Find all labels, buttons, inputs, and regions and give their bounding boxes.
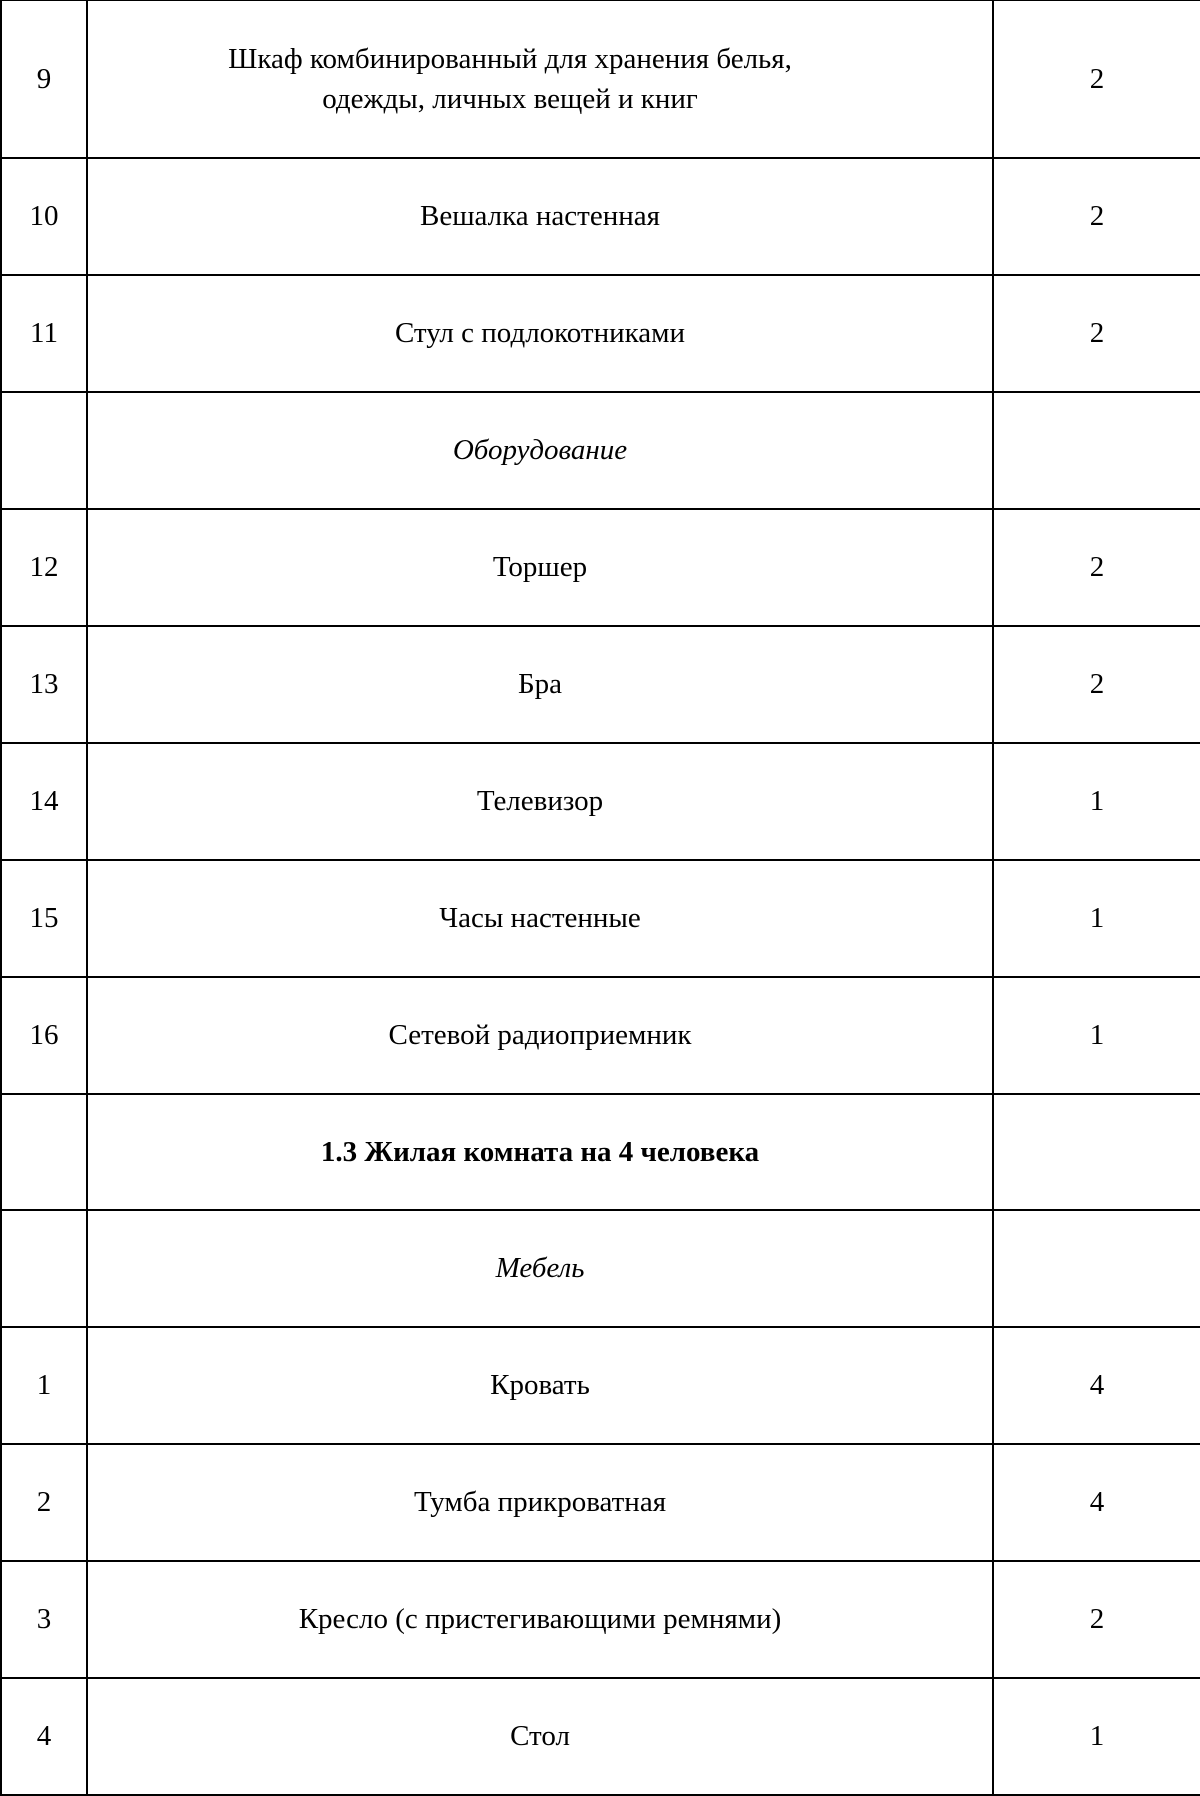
- item-quantity: 2: [993, 1, 1200, 158]
- table-row: [1, 626, 1200, 743]
- row-number: 10: [1, 158, 87, 275]
- table-row: [1, 977, 1200, 1094]
- table-row: [1, 1678, 1200, 1795]
- row-number: 15: [1, 860, 87, 977]
- row-number: 9: [1, 1, 87, 158]
- table-row: [1, 509, 1200, 626]
- subheading-equipment: Оборудование: [87, 392, 993, 509]
- section-subheading-row: [1, 392, 1200, 509]
- row-number: 13: [1, 626, 87, 743]
- row-number: 11: [1, 275, 87, 392]
- row-number: 16: [1, 977, 87, 1094]
- item-name: Шкаф комбинированный для хранения белья, одежды, личных вещей и книг: [87, 1, 993, 158]
- section-heading-row: [1, 1094, 1200, 1210]
- row-number: 4: [1, 1678, 87, 1795]
- row-number: [1, 1210, 87, 1327]
- item-name: Вешалка настенная: [87, 158, 993, 275]
- item-name: Телевизор: [87, 743, 993, 860]
- item-quantity: 1: [993, 860, 1200, 977]
- row-number: [1, 392, 87, 509]
- item-quantity: [993, 392, 1200, 509]
- table-row: [1, 275, 1200, 392]
- item-name: Сетевой радиоприемник: [87, 977, 993, 1094]
- table-body: [1, 1, 1200, 1795]
- item-quantity: 2: [993, 275, 1200, 392]
- table-row: [1, 1561, 1200, 1678]
- item-name: Торшер: [87, 509, 993, 626]
- item-quantity: 1: [993, 743, 1200, 860]
- table-row: [1, 158, 1200, 275]
- row-number: [1, 1094, 87, 1210]
- item-quantity: [993, 1210, 1200, 1327]
- section-heading: 1.3 Жилая комната на 4 человека: [87, 1094, 993, 1210]
- item-quantity: [993, 1094, 1200, 1210]
- table-row: [1, 1, 1200, 158]
- item-quantity: 1: [993, 977, 1200, 1094]
- item-name: Стул с подлокотниками: [87, 275, 993, 392]
- item-quantity: 4: [993, 1444, 1200, 1561]
- item-name: Стол: [87, 1678, 993, 1795]
- table-row: [1, 1327, 1200, 1444]
- table-row: [1, 860, 1200, 977]
- row-number: 2: [1, 1444, 87, 1561]
- table-row: [1, 1444, 1200, 1561]
- item-name: Кресло (с пристегивающими ремнями): [87, 1561, 993, 1678]
- row-number: 14: [1, 743, 87, 860]
- item-quantity: 4: [993, 1327, 1200, 1444]
- table-row: [1, 743, 1200, 860]
- row-number: 12: [1, 509, 87, 626]
- subheading-furniture: Мебель: [87, 1210, 993, 1327]
- item-quantity: 2: [993, 626, 1200, 743]
- item-name: Бра: [87, 626, 993, 743]
- item-quantity: 1: [993, 1678, 1200, 1795]
- row-number: 3: [1, 1561, 87, 1678]
- item-name: Тумба прикроватная: [87, 1444, 993, 1561]
- row-number: 1: [1, 1327, 87, 1444]
- section-subheading-row: [1, 1210, 1200, 1327]
- item-name: Часы настенные: [87, 860, 993, 977]
- item-quantity: 2: [993, 1561, 1200, 1678]
- item-quantity: 2: [993, 509, 1200, 626]
- item-name: Кровать: [87, 1327, 993, 1444]
- item-quantity: 2: [993, 158, 1200, 275]
